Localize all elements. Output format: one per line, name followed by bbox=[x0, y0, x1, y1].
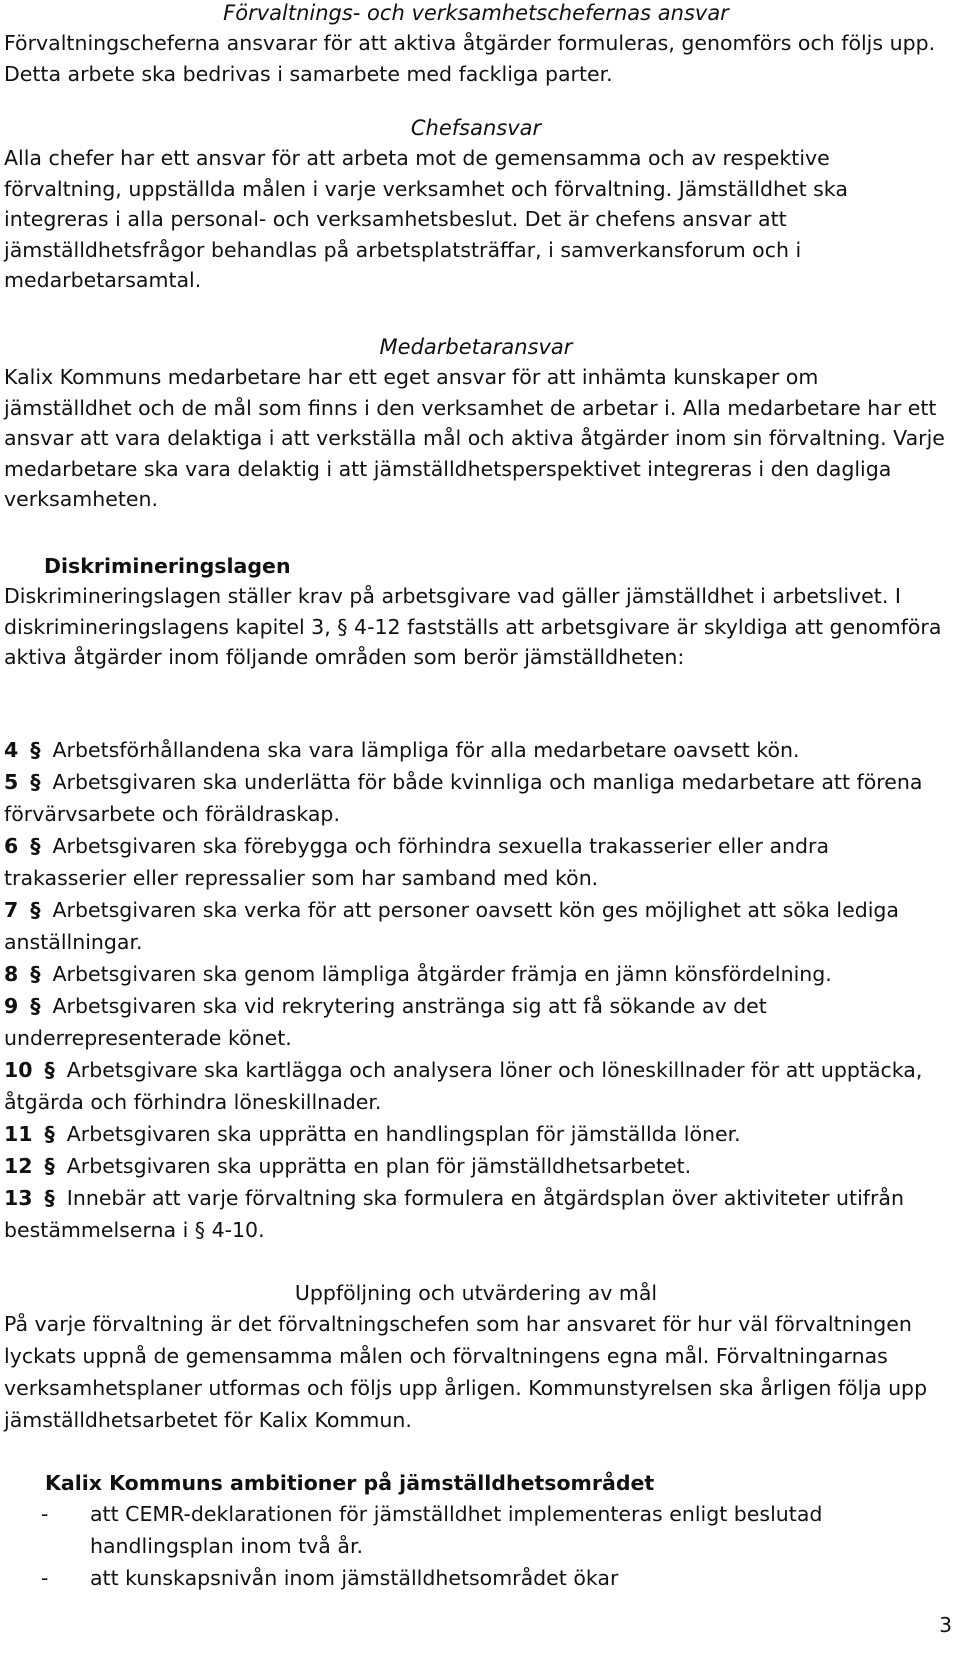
ambition-text: att kunskapsnivån inom jämställdhetsområdet ökar bbox=[90, 1566, 619, 1590]
section-sign-icon: § bbox=[44, 1058, 55, 1082]
section-sign-icon: § bbox=[44, 1186, 55, 1210]
paragraph-number: 4 bbox=[4, 738, 19, 762]
bullet-dash: - bbox=[41, 1502, 49, 1526]
page-number: 3 bbox=[939, 1613, 952, 1637]
paragraph-text: Arbetsgivaren ska upprätta en plan för jämställdhetsarbetet. bbox=[66, 1154, 692, 1178]
section-body: Diskrimineringslagen ställer krav på arbetsgivare vad gäller jämställdhet i arbetslivet. I diskrimineringslagens kapitel 3, § 4-12 fastställs att arbetsgivare är skyldiga att genomföra aktiva åtgärder inom följande områden som berör jämställdheten: bbox=[4, 584, 942, 669]
ambition-item bbox=[4, 1562, 948, 1594]
section-title: Chefsansvar bbox=[410, 116, 542, 140]
section-diskriminering bbox=[4, 551, 948, 673]
section-heading: Kalix Kommuns ambitioner på jämställdhetsområdet bbox=[45, 1471, 655, 1495]
paragraph-number: 9 bbox=[4, 994, 19, 1018]
section-title: Förvaltnings- och verksamhetschefernas ansvar bbox=[223, 1, 729, 25]
paragraph-number: 10 bbox=[4, 1058, 33, 1082]
paragraph-text: Arbetsförhållandena ska vara lämpliga för alla medarbetare oavsett kön. bbox=[52, 738, 800, 762]
paragraph-number: 11 bbox=[4, 1122, 33, 1146]
paragraph-text: Arbetsgivaren ska verka för att personer oavsett kön ges möjlighet att söka lediga anställningar. bbox=[4, 898, 899, 954]
paragraph-text: Arbetsgivaren ska genom lämpliga åtgärder främja en jämn könsfördelning. bbox=[52, 962, 832, 986]
section-body: På varje förvaltning är det förvaltningschefen som har ansvaret för hur väl förvaltningen lyckats uppnå de gemensamma målen och förvaltningens egna mål. Förvaltningarnas verksamhetsplaner utformas och följs upp årligen. Kommunstyrelsen ska årligen följa upp jämställdhetsarbetet för Kalix Kommun. bbox=[4, 1312, 928, 1432]
section-sign-icon: § bbox=[30, 994, 41, 1018]
paragraph-text: Arbetsgivaren ska underlätta för både kvinnliga och manliga medarbetare att förena förvärvsarbete och föräldraskap. bbox=[4, 770, 923, 826]
section-ambitioner bbox=[4, 1468, 948, 1594]
paragraph-item bbox=[4, 1182, 948, 1246]
paragraph-item bbox=[4, 990, 948, 1054]
section-sign-icon: § bbox=[30, 738, 41, 762]
section-sign-icon: § bbox=[30, 834, 41, 858]
paragraph-number: 8 bbox=[4, 962, 19, 986]
section-sign-icon: § bbox=[30, 962, 41, 986]
bullet-dash: - bbox=[41, 1566, 49, 1590]
paragraph-item bbox=[4, 1150, 948, 1182]
section-sign-icon: § bbox=[44, 1154, 55, 1178]
paragraph-number: 6 bbox=[4, 834, 19, 858]
paragraph-item bbox=[4, 1118, 948, 1150]
section-forvaltning bbox=[4, 0, 948, 89]
section-sign-icon: § bbox=[44, 1122, 55, 1146]
section-chef bbox=[4, 113, 948, 296]
paragraph-list bbox=[4, 734, 948, 1246]
section-body: Kalix Kommuns medarbetare har ett eget ansvar för att inhämta kunskaper om jämställdhet och de mål som finns i den verksamhet de arbetar i. Alla medarbetare har ett ansvar att vara delaktiga i att verkställa mål och aktiva åtgärder inom sin förvaltning. Varje medarbetare ska vara delaktig i att jämställdhetsperspektivet integreras i den dagliga verksamheten. bbox=[4, 365, 945, 511]
section-medarbetare bbox=[4, 332, 948, 515]
section-sign-icon: § bbox=[30, 770, 41, 794]
ambition-list bbox=[4, 1498, 948, 1594]
paragraph-number: 12 bbox=[4, 1154, 33, 1178]
paragraph-item bbox=[4, 766, 948, 830]
ambition-item bbox=[4, 1498, 948, 1562]
section-title: Uppföljning och utvärdering av mål bbox=[294, 1281, 658, 1305]
paragraph-item bbox=[4, 1054, 948, 1118]
paragraph-item bbox=[4, 894, 948, 958]
paragraph-text: Arbetsgivaren ska förebygga och förhindra sexuella trakasserier eller andra trakasserier eller repressalier som har samband med kön. bbox=[4, 834, 830, 890]
section-heading: Diskrimineringslagen bbox=[44, 554, 291, 578]
paragraph-text: Arbetsgivare ska kartlägga och analysera löner och löneskillnader för att upptäcka, åtgärda och förhindra löneskillnader. bbox=[4, 1058, 923, 1114]
paragraph-number: 7 bbox=[4, 898, 19, 922]
paragraph-text: Arbetsgivaren ska vid rekrytering anstränga sig att få sökande av det underrepresenterade könet. bbox=[4, 994, 767, 1050]
ambition-text: att CEMR-deklarationen för jämställdhet implementeras enligt beslutad handlingsplan inom två år. bbox=[90, 1502, 823, 1558]
paragraph-item bbox=[4, 734, 948, 766]
paragraph-text: Innebär att varje förvaltning ska formulera en åtgärdsplan över aktiviteter utifrån bestämmelserna i § 4-10. bbox=[4, 1186, 904, 1242]
paragraph-item bbox=[4, 958, 948, 990]
section-sign-icon: § bbox=[30, 898, 41, 922]
paragraph-number: 13 bbox=[4, 1186, 33, 1210]
section-body: Förvaltningscheferna ansvarar för att aktiva åtgärder formuleras, genomförs och följs upp. Detta arbete ska bedrivas i samarbete med fackliga parter. bbox=[4, 31, 936, 86]
section-title: Medarbetaransvar bbox=[379, 335, 573, 359]
section-body: Alla chefer har ett ansvar för att arbeta mot de gemensamma och av respektive förvaltning, uppställda målen i varje verksamhet och förvaltning. Jämställdhet ska integreras i alla personal- och verksamhetsbeslut. Det är chefens ansvar att jämställdhetsfrågor behandlas på arbetsplatsträffar, i samverkansforum och i medarbetarsamtal. bbox=[4, 146, 848, 292]
paragraph-item bbox=[4, 830, 948, 894]
section-uppfoljning bbox=[4, 1278, 948, 1436]
paragraph-text: Arbetsgivaren ska upprätta en handlingsplan för jämställda löner. bbox=[66, 1122, 741, 1146]
paragraph-number: 5 bbox=[4, 770, 19, 794]
